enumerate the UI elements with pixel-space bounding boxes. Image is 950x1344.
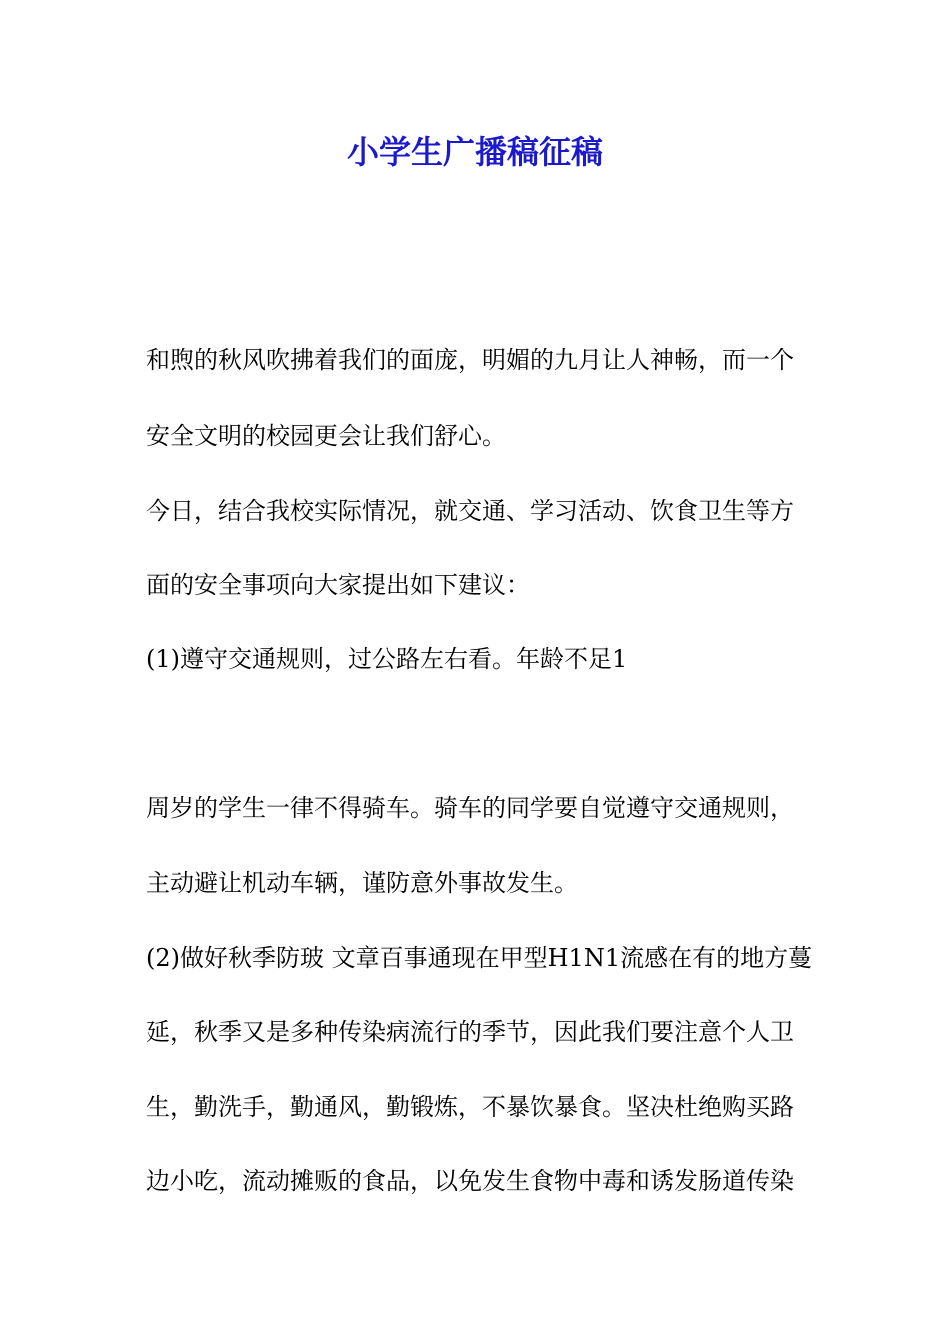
body-line-3: 今日，结合我校实际情况，就交通、学习活动、饮食卫生等方 (146, 497, 794, 525)
page-title: 小学生广播稿征稿 (346, 133, 603, 171)
body-line-4: 面的安全事项向大家提出如下建议： (146, 571, 530, 599)
body-line-9: 延，秋季又是多种传染病流行的季节，因此我们要注意个人卫 (146, 1018, 794, 1046)
body-line-1: 和煦的秋风吹拂着我们的面庞，明媚的九月让人神畅，而一个 (146, 346, 794, 374)
body-line-6: 周岁的学生一律不得骑车。骑车的同学要自觉遵守交通规则， (146, 794, 794, 822)
body-line-8: (2)做好秋季防玻 文章百事通现在甲型H1N1流感在有的地方蔓 (146, 944, 813, 972)
body-line-11: 边小吃，流动摊贩的食品，以免发生食物中毒和诱发肠道传染 (146, 1167, 794, 1195)
body-line-5: (1)遵守交通规则，过公路左右看。年龄不足1 (146, 645, 628, 673)
body-line-10: 生，勤洗手，勤通风，勤锻炼，不暴饮暴食。坚决杜绝购买路 (146, 1093, 794, 1121)
body-line-2: 安全文明的校园更会让我们舒心。 (146, 422, 506, 450)
body-line-7: 主动避让机动车辆，谨防意外事故发生。 (146, 869, 578, 897)
